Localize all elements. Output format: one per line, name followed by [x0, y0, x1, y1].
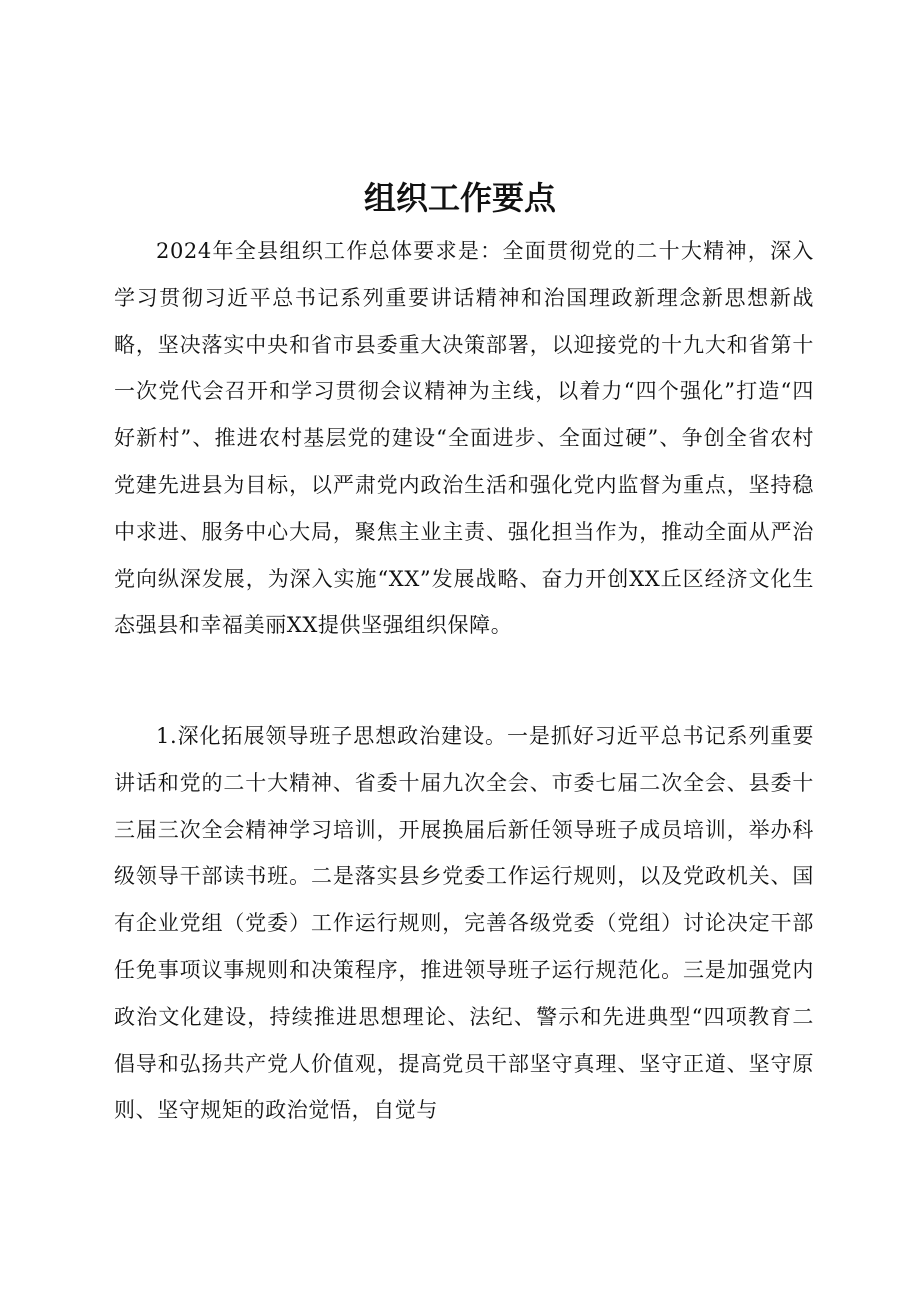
paragraph-item-1: 1.深化拓展领导班子思想政治建设。一是抓好习近平总书记系列重要讲话和党的二十大精神、省委十届九次全会、市委七届二次全会、县委十三届三次全会精神学习培训，开展换届后新任领导班子成员培训，举办科级领导干部读书班。二是落实县乡党委工作运行规则，以及党政机关、国有企业党组（党委）工作运行规则，完善各级党委（党组）讨论决定干部任免事项议事规则和决策程序，推进领导班子运行规范化。三是加强党内政治文化建设，持续推进思想理论、法纪、警示和先进典型“四项教育二倡导和弘扬共产党人价值观，提高党员干部坚守真理、坚守正道、坚守原则、坚守规矩的政治觉悟，自觉与	[114, 724, 814, 1123]
paragraph-overall-requirements: 2024年全县组织工作总体要求是：全面贯彻党的二十大精神，深入学习贯彻习近平总书记系列重要讲话精神和治国理政新理念新思想新战略，坚决落实中央和省市县委重大决策部署，以迎接党的十九大和省第十一次党代会召开和学习贯彻会议精神为主线，以着力“四个强化”打造“四好新村”、推进农村基层党的建设“全面进步、全面过硬”、争创全省农村党建先进县为目标，以严肃党内政治生活和强化党内监督为重点，坚持稳中求进、服务中心大局，聚焦主业主责、强化担当作为，推动全面从严治党向纵深发展，为深入实施“XX”发展战略、奋力开创XX丘区经济文化生态强县和幸福美丽XX提供坚强组织保障。	[114, 239, 814, 638]
document-title: 组织工作要点	[363, 179, 556, 217]
